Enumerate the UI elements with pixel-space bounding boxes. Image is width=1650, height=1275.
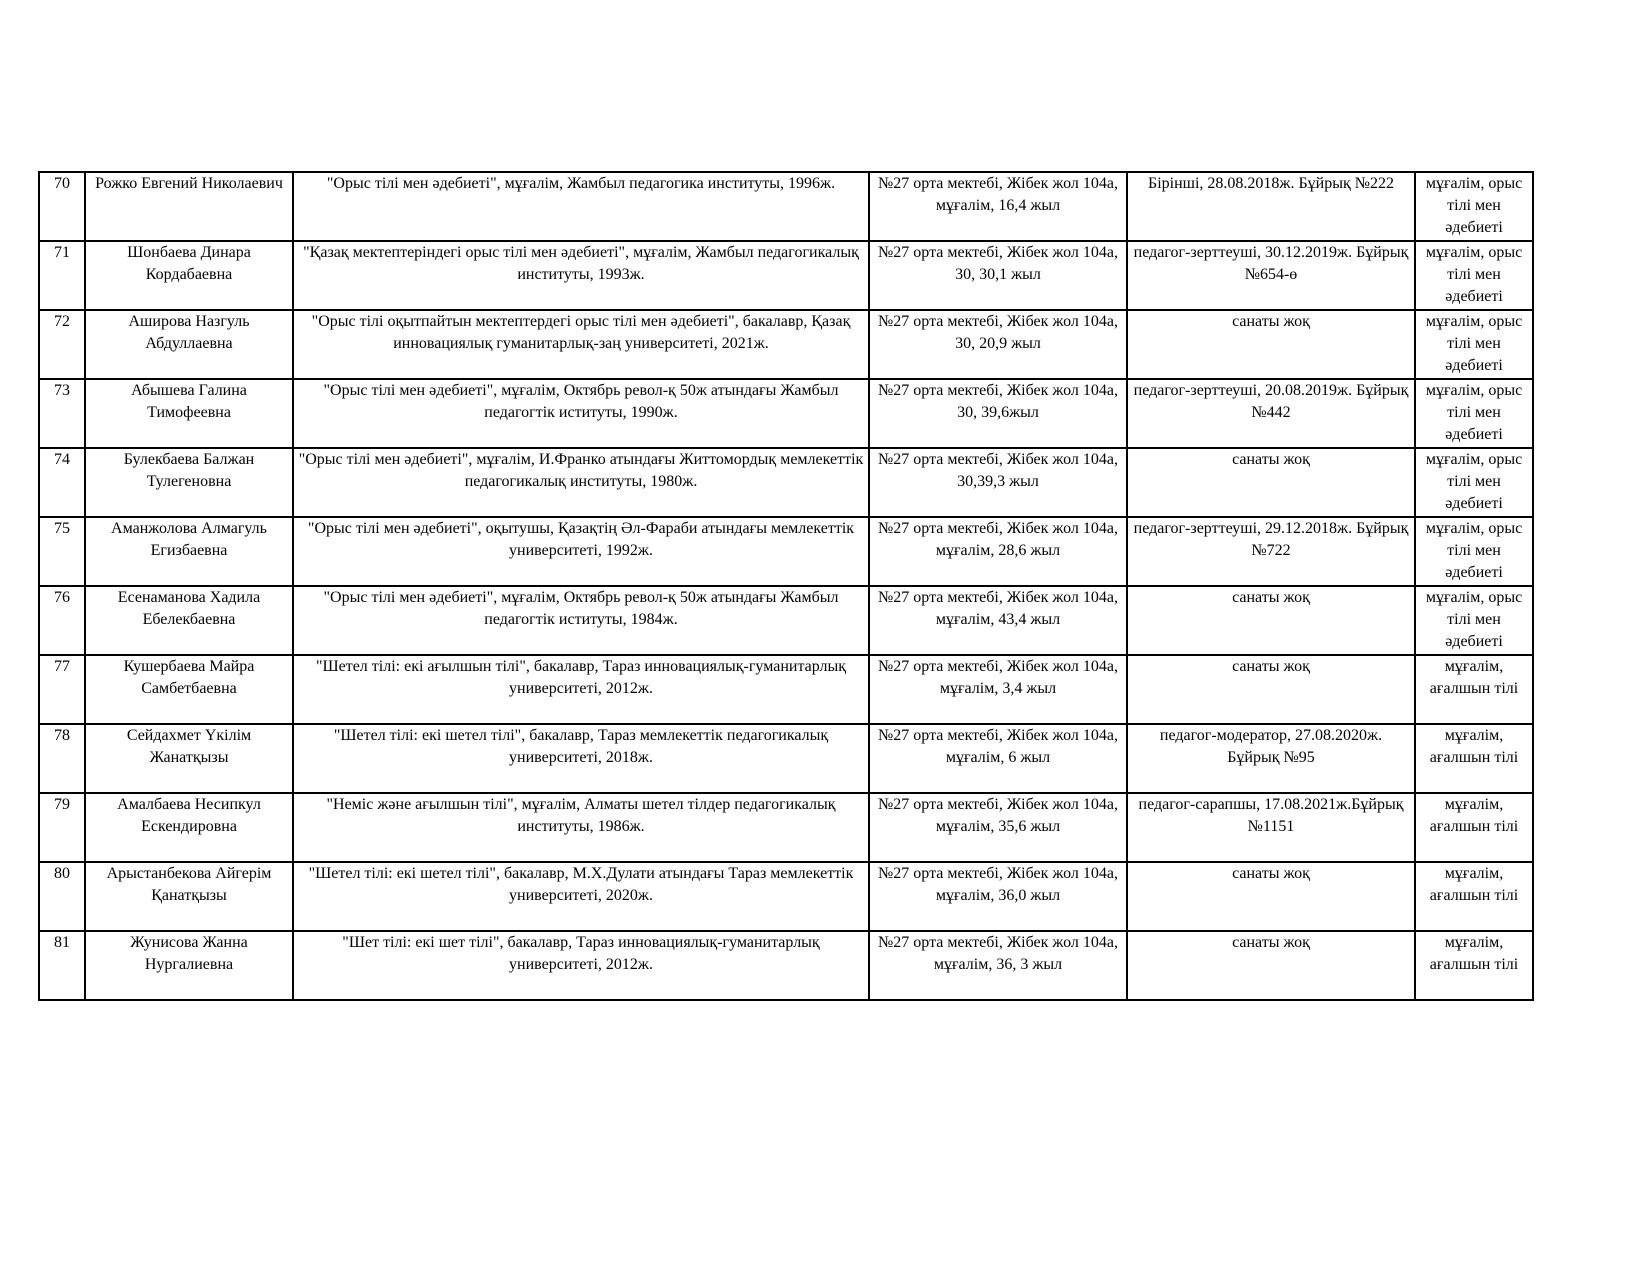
cell-education: "Орыс тілі мен әдебиеті", мұғалім, И.Франко атындағы Життомордық мемлекеттік педагогикалық институты, 1980ж. [293, 448, 869, 517]
table-row [39, 310, 1533, 379]
table-row [39, 793, 1533, 862]
cell-number: 74 [39, 448, 85, 517]
cell-position: мұғалім, орыс тілі мен әдебиеті [1415, 172, 1533, 241]
table-row [39, 172, 1533, 241]
cell-number: 75 [39, 517, 85, 586]
cell-position: мұғалім, ағалшын тілі [1415, 724, 1533, 793]
staff-table-body [39, 172, 1533, 1000]
cell-number: 81 [39, 931, 85, 1000]
cell-workplace: №27 орта мектебі, Жібек жол 104а, мұғалім, 36, 3 жыл [869, 931, 1127, 1000]
cell-workplace: №27 орта мектебі, Жібек жол 104а, мұғалім, 6 жыл [869, 724, 1127, 793]
cell-workplace: №27 орта мектебі, Жібек жол 104а, 30, 30,1 жыл [869, 241, 1127, 310]
cell-category: санаты жоқ [1127, 655, 1415, 724]
cell-position: мұғалім, ағалшын тілі [1415, 931, 1533, 1000]
cell-workplace: №27 орта мектебі, Жібек жол 104а, мұғалім, 43,4 жыл [869, 586, 1127, 655]
cell-number: 73 [39, 379, 85, 448]
cell-category: педагог-зерттеуші, 20.08.2019ж. Бұйрық №442 [1127, 379, 1415, 448]
cell-workplace: №27 орта мектебі, Жібек жол 104а, мұғалім, 35,6 жыл [869, 793, 1127, 862]
cell-education: "Орыс тілі оқытпайтын мектептердегі орыс тілі мен әдебиеті", бакалавр, Қазақ инновациялық гуманитарлық-заң университеті, 2021ж. [293, 310, 869, 379]
cell-name: Арыстанбекова Айгерім Қанатқызы [85, 862, 293, 931]
cell-number: 79 [39, 793, 85, 862]
table-row [39, 931, 1533, 1000]
cell-position: мұғалім, орыс тілі мен әдебиеті [1415, 310, 1533, 379]
table-row [39, 586, 1533, 655]
cell-position: мұғалім, орыс тілі мен әдебиеті [1415, 586, 1533, 655]
cell-number: 80 [39, 862, 85, 931]
cell-education: "Қазақ мектептеріндегі орыс тілі мен әдебиеті", мұғалім, Жамбыл педагогикалық институты, 1993ж. [293, 241, 869, 310]
cell-workplace: №27 орта мектебі, Жібек жол 104а, мұғалім, 3,4 жыл [869, 655, 1127, 724]
cell-number: 70 [39, 172, 85, 241]
cell-name: Амалбаева Несипкул Ескендировна [85, 793, 293, 862]
staff-table [38, 171, 1534, 1001]
cell-number: 77 [39, 655, 85, 724]
table-row [39, 655, 1533, 724]
cell-category: Бірінші, 28.08.2018ж. Бұйрық №222 [1127, 172, 1415, 241]
table-row [39, 379, 1533, 448]
cell-position: мұғалім, ағалшын тілі [1415, 862, 1533, 931]
cell-education: "Орыс тілі мен әдебиеті", мұғалім, Октябрь револ-қ 50ж атындағы Жамбыл педагогтік иституты, 1990ж. [293, 379, 869, 448]
cell-category: педагог-модератор, 27.08.2020ж. Бұйрық №95 [1127, 724, 1415, 793]
cell-name: Шонбаева Динара Кордабаевна [85, 241, 293, 310]
table-row [39, 448, 1533, 517]
cell-name: Абышева Галина Тимофеевна [85, 379, 293, 448]
cell-education: "Орыс тілі мен әдебиеті", мұғалім, Жамбыл педагогика институты, 1996ж. [293, 172, 869, 241]
table-row [39, 724, 1533, 793]
cell-education: "Шетел тілі: екі ағылшын тілі", бакалавр, Тараз инновациялық-гуманитарлық университеті, 2012ж. [293, 655, 869, 724]
cell-position: мұғалім, ағалшын тілі [1415, 793, 1533, 862]
cell-number: 71 [39, 241, 85, 310]
cell-position: мұғалім, орыс тілі мен әдебиеті [1415, 517, 1533, 586]
cell-workplace: №27 орта мектебі, Жібек жол 104а, мұғалім, 28,6 жыл [869, 517, 1127, 586]
cell-number: 72 [39, 310, 85, 379]
cell-workplace: №27 орта мектебі, Жібек жол 104а, мұғалім, 16,4 жыл [869, 172, 1127, 241]
cell-education: "Шетел тілі: екі шетел тілі", бакалавр, М.Х.Дулати атындағы Тараз мемлекеттік университеті, 2020ж. [293, 862, 869, 931]
cell-category: санаты жоқ [1127, 931, 1415, 1000]
cell-education: "Орыс тілі мен әдебиеті", оқытушы, Қазақтің Әл-Фараби атындағы мемлекеттік университеті, 1992ж. [293, 517, 869, 586]
table-row [39, 862, 1533, 931]
cell-position: мұғалім, орыс тілі мен әдебиеті [1415, 379, 1533, 448]
cell-name: Аширова Назгуль Абдуллаевна [85, 310, 293, 379]
cell-position: мұғалім, ағалшын тілі [1415, 655, 1533, 724]
cell-category: санаты жоқ [1127, 310, 1415, 379]
cell-category: педагог-сарапшы, 17.08.2021ж.Бұйрық №1151 [1127, 793, 1415, 862]
cell-workplace: №27 орта мектебі, Жібек жол 104а, мұғалім, 36,0 жыл [869, 862, 1127, 931]
cell-education: "Шет тілі: екі шет тілі", бакалавр, Тараз инновациялық-гуманитарлық университеті, 2012ж. [293, 931, 869, 1000]
cell-position: мұғалім, орыс тілі мен әдебиеті [1415, 241, 1533, 310]
cell-workplace: №27 орта мектебі, Жібек жол 104а, 30,39,3 жыл [869, 448, 1127, 517]
table-row [39, 241, 1533, 310]
cell-workplace: №27 орта мектебі, Жібек жол 104а, 30, 20,9 жыл [869, 310, 1127, 379]
cell-category: санаты жоқ [1127, 448, 1415, 517]
cell-name: Есенаманова Хадила Ебелекбаевна [85, 586, 293, 655]
cell-name: Жунисова Жанна Нургалиевна [85, 931, 293, 1000]
cell-workplace: №27 орта мектебі, Жібек жол 104а, 30, 39,6жыл [869, 379, 1127, 448]
cell-name: Кушербаева Майра Самбетбаевна [85, 655, 293, 724]
cell-name: Сейдахмет Үкілім Жанатқызы [85, 724, 293, 793]
cell-category: санаты жоқ [1127, 586, 1415, 655]
cell-position: мұғалім, орыс тілі мен әдебиеті [1415, 448, 1533, 517]
cell-education: "Неміс және ағылшын тілі", мұғалім, Алматы шетел тілдер педагогикалық институты, 1986ж. [293, 793, 869, 862]
cell-category: санаты жоқ [1127, 862, 1415, 931]
cell-category: педагог-зерттеуші, 29.12.2018ж. Бұйрық №722 [1127, 517, 1415, 586]
cell-number: 78 [39, 724, 85, 793]
cell-education: "Орыс тілі мен әдебиеті", мұғалім, Октябрь револ-қ 50ж атындағы Жамбыл педагогтік иституты, 1984ж. [293, 586, 869, 655]
table-row [39, 517, 1533, 586]
cell-category: педагог-зерттеуші, 30.12.2019ж. Бұйрық №654-ө [1127, 241, 1415, 310]
cell-education: "Шетел тілі: екі шетел тілі", бакалавр, Тараз мемлекеттік педагогикалық университеті, 2018ж. [293, 724, 869, 793]
cell-number: 76 [39, 586, 85, 655]
cell-name: Аманжолова Алмагуль Егизбаевна [85, 517, 293, 586]
cell-name: Рожко Евгений Николаевич [85, 172, 293, 241]
cell-name: Булекбаева Балжан Тулегеновна [85, 448, 293, 517]
